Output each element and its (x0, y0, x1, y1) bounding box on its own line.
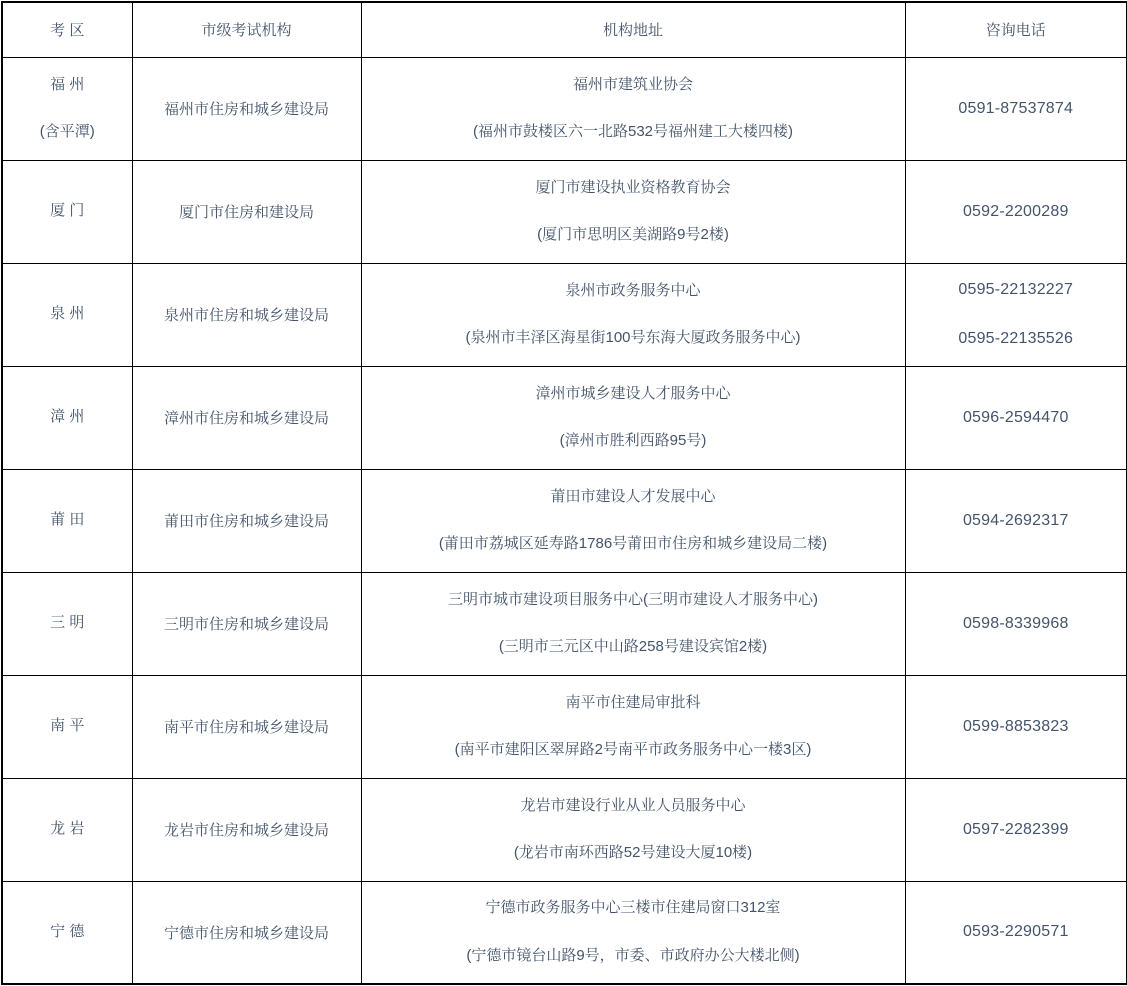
region-cell (2, 57, 132, 160)
address-line: 福州市建筑业协会 (572, 75, 693, 93)
agency-cell: 泉州市住房和城乡建设局 (132, 263, 361, 366)
region-line: 莆 田 (50, 511, 85, 529)
table-row (2, 263, 1127, 366)
phone-cell (905, 263, 1127, 366)
phone-cell (905, 57, 1127, 160)
region-lines (9, 821, 126, 838)
phone-number: 0594-2692317 (962, 511, 1069, 529)
region-cell (2, 469, 132, 572)
address-lines (368, 386, 899, 450)
address-cell (361, 57, 905, 160)
phone-lines (912, 100, 1121, 118)
phone-cell (905, 881, 1127, 984)
address-line: (泉州市丰泽区海星街100号东海大厦政务服务中心) (465, 329, 801, 346)
phone-number: 0597-2282399 (962, 820, 1069, 838)
phone-number: 0595-22135526 (958, 330, 1074, 347)
table-row (2, 778, 1127, 881)
exam-centers-table (1, 1, 1127, 985)
address-cell (361, 881, 905, 984)
region-line: (含平潭) (39, 123, 95, 140)
agency-cell: 宁德市住房和城乡建设局 (132, 881, 361, 984)
address-line: 宁德市政务服务中心三楼市住建局窗口312室 (485, 899, 781, 917)
region-line: 龙 岩 (50, 820, 85, 838)
address-line: 泉州市政务服务中心 (565, 281, 701, 299)
agency-cell: 三明市住房和城乡建设局 (132, 572, 361, 675)
region-cell (2, 881, 132, 984)
region-cell (2, 160, 132, 263)
phone-number: 0599-8853823 (962, 717, 1069, 735)
address-cell (361, 572, 905, 675)
region-line: 福 州 (50, 75, 85, 93)
region-line: 厦 门 (50, 202, 85, 220)
address-cell (361, 366, 905, 469)
phone-lines (912, 409, 1121, 427)
agency-cell: 龙岩市住房和城乡建设局 (132, 778, 361, 881)
region-line: 宁 德 (50, 923, 85, 940)
header-agency: 市级考试机构 (132, 2, 361, 57)
header-region: 考 区 (2, 2, 132, 57)
phone-number: 0596-2594470 (962, 408, 1069, 426)
address-line: (南平市建阳区翠屏路2号南平市政务服务中心一楼3区) (454, 741, 812, 758)
phone-number: 0595-22132227 (958, 281, 1074, 299)
table-row (2, 469, 1127, 572)
phone-lines (912, 615, 1121, 633)
phone-cell (905, 675, 1127, 778)
table-row (2, 675, 1127, 778)
address-line: (福州市鼓楼区六一北路532号福州建工大楼四楼) (472, 123, 794, 140)
address-cell (361, 675, 905, 778)
region-lines (9, 77, 126, 141)
agency-cell: 厦门市住房和建设局 (132, 160, 361, 263)
phone-number: 0592-2200289 (962, 202, 1069, 220)
address-lines (368, 695, 899, 759)
region-lines (9, 718, 126, 735)
header-phone: 咨询电话 (905, 2, 1127, 57)
agency-cell: 南平市住房和城乡建设局 (132, 675, 361, 778)
address-cell (361, 160, 905, 263)
address-line: (宁德市镜台山路9号，市委、市政府办公大楼北侧) (466, 946, 800, 964)
phone-lines (912, 281, 1121, 347)
address-line: (龙岩市南环西路52号建设大厦10楼) (513, 844, 753, 861)
region-line: 三 明 (50, 614, 85, 632)
phone-cell (905, 469, 1127, 572)
address-lines (368, 489, 899, 553)
header-address: 机构地址 (361, 2, 905, 57)
phone-lines (912, 821, 1121, 839)
region-cell (2, 366, 132, 469)
address-lines (368, 900, 899, 964)
address-cell (361, 778, 905, 881)
region-lines (9, 409, 126, 426)
address-line: 厦门市建设执业资格教育协会 (535, 178, 731, 196)
phone-lines (912, 203, 1121, 221)
address-cell (361, 263, 905, 366)
phone-cell (905, 572, 1127, 675)
address-cell (361, 469, 905, 572)
phone-cell (905, 366, 1127, 469)
region-line: 泉 州 (50, 305, 85, 323)
address-line: 三明市城市建设项目服务中心(三明市建设人才服务中心) (448, 590, 818, 608)
address-line: 莆田市建设人才发展中心 (550, 487, 716, 505)
address-lines (368, 798, 899, 862)
header-row (2, 2, 1127, 57)
region-cell (2, 572, 132, 675)
phone-number: 0591-87537874 (958, 99, 1074, 117)
address-line: (莆田市荔城区延寿路1786号莆田市住房和城乡建设局二楼) (438, 535, 828, 552)
table-row (2, 881, 1127, 984)
table-row (2, 160, 1127, 263)
region-cell (2, 675, 132, 778)
address-line: 龙岩市建设行业从业人员服务中心 (520, 796, 746, 814)
phone-number: 0593-2290571 (962, 923, 1069, 941)
phone-lines (912, 718, 1121, 736)
agency-cell: 福州市住房和城乡建设局 (132, 57, 361, 160)
region-line: 南 平 (50, 717, 85, 735)
address-line: (三明市三元区中山路258号建设宾馆2楼) (498, 638, 768, 655)
region-lines (9, 615, 126, 632)
phone-cell (905, 778, 1127, 881)
table-row (2, 366, 1127, 469)
address-lines (368, 180, 899, 244)
region-lines (9, 924, 126, 941)
phone-lines (912, 512, 1121, 530)
region-lines (9, 306, 126, 323)
address-line: (漳州市胜利西路95号) (559, 432, 707, 449)
address-line: 南平市住建局审批科 (565, 693, 701, 711)
phone-cell (905, 160, 1127, 263)
region-cell (2, 778, 132, 881)
agency-cell: 莆田市住房和城乡建设局 (132, 469, 361, 572)
phone-number: 0598-8339968 (962, 614, 1069, 632)
region-lines (9, 512, 126, 529)
region-lines (9, 203, 126, 220)
address-lines (368, 592, 899, 656)
address-line: (厦门市思明区美湖路9号2楼) (537, 226, 729, 243)
table-row (2, 57, 1127, 160)
address-lines (368, 77, 899, 141)
table-row (2, 572, 1127, 675)
address-line: 漳州市城乡建设人才服务中心 (535, 384, 731, 402)
phone-lines (912, 923, 1121, 941)
region-line: 漳 州 (50, 408, 85, 426)
region-cell (2, 263, 132, 366)
agency-cell: 漳州市住房和城乡建设局 (132, 366, 361, 469)
address-lines (368, 283, 899, 347)
